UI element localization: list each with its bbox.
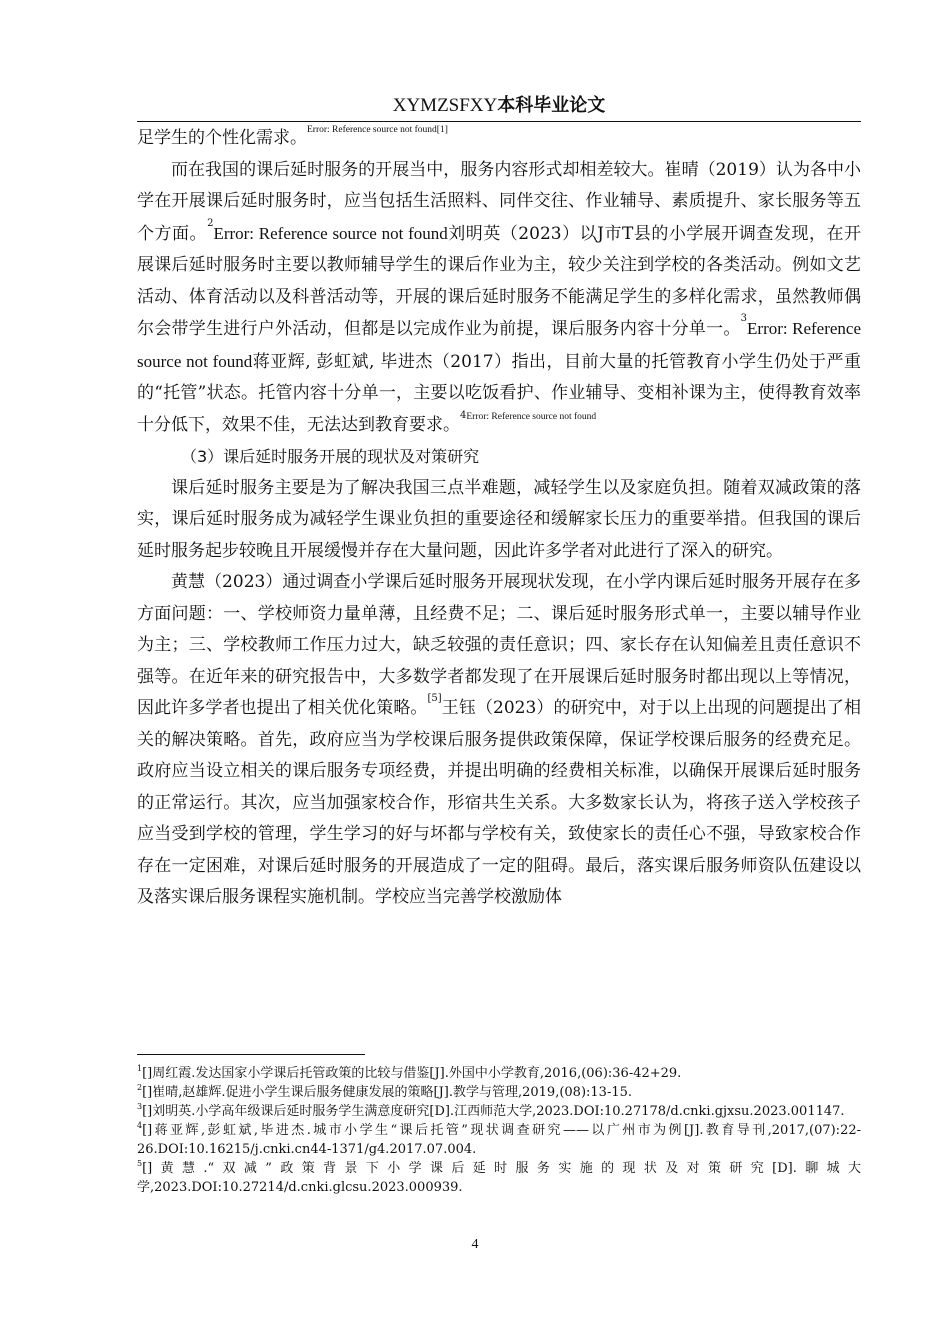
- reference-error: Error: Reference source not found: [137, 319, 862, 371]
- section-heading: （3）课后延时服务开展的现状及对策研究: [181, 447, 480, 466]
- reference-error: Error: Reference source not found[1]: [307, 125, 448, 135]
- paragraph: 而在我国的课后延时服务的开展当中，服务内容形式却相差较大。崔晴（2019）认为各中小学在开展课后延时服务时，应当包括生活照料、同伴交往、作业辅导、素质提升、家长服务等五个方面。$^2$Error: Reference source not found刘明英（2023）以J市T县的小学展开调查发现，在开展课后延时服务时主要以教师辅导学生的课后作业为主，较少关注到学校的各类活动。例如文艺活动、体育活动以及科普活动等，开展的课后延时服务不能满足学生的多样化需求，虽然教师偶尔会带学生进行户外活动，但都是以完成作业为前提，课后服务内容十分单一。$^3$Error: Reference source not found蒋亚辉, 彭虹斌, 毕进杰（2017）指出，目前大量的托管教育小学生仍处于严重的“托管”状态。托管内容十分单一，主要以吃饭看护、作业辅导、变相补课为主，使得教育效率十分低下，效果不佳，无法达到教育要求。$^{4Error: Reference source not found}$: [137, 159, 862, 435]
- header-rule: [137, 121, 861, 122]
- citation-marker: 4: [460, 409, 467, 421]
- citation-marker: [5]: [427, 693, 442, 704]
- footnote: $^1$[]周红霞.发达国家小学课后托管政策的比较与借鉴[J].外国中小学教育,2016,(06):36-42+29.: [137, 1064, 682, 1081]
- page-number: 4: [471, 1237, 479, 1252]
- paragraph: 黄慧（2023）通过调查小学课后延时服务开展现状发现，在小学内课后延时服务开展存在多方面问题：一、学校师资力量单薄，且经费不足；二、课后延时服务形式单一，主要以辅导作业为主；三、学校教师工作压力过大，缺乏较强的责任意识；四、家长存在认知偏差且责任意识不强等。在近年来的研究报告中，大多数学者都发现了在开展课后延时服务时都出现以上等情况，因此许多学者也提出了相关优化策略。[5]王钰（2023）的研究中，对于以上出现的问题提出了相关的解决策略。首先，政府应当为学校课后服务提供政策保障，保证学校课后服务的经费充足。政府应当设立相关的课后服务专项经费，并提出明确的经费相关标准，以确保开展课后延时服务的正常运行。其次，应当加强家校合作，形宿共生关系。大多数家长认为，将孩子送入学校孩子应当受到学校的管理，学生学习的好与坏都与学校有关，致使家长的责任心不强，导致家校合作存在一定困难，对课后延时服务的开展造成了一定的阻碍。最后，落实课后服务师资队伍建设以及落实课后服务课程实施机制。学校应当完善学校激励体: [137, 572, 861, 907]
- paragraph-continued: 足学生的个性化需求。$^{Error: Reference source not found[1]}$: [137, 125, 448, 148]
- footnote: $^2$[]崔晴,赵雄辉.促进小学生课后服务健康发展的策略[J].教学与管理,2019,(08):13-15.: [137, 1083, 633, 1100]
- header-title: 本科毕业论文: [497, 95, 606, 116]
- reference-error: Error: Reference source not found: [213, 223, 448, 243]
- body-text: [137, 123, 861, 914]
- paragraph: 课后延时服务主要是为了解决我国三点半难题，减轻学生以及家庭负担。随着双减政策的落实，课后延时服务成为减轻学生课业负担的重要途径和缓解家长压力的重要举措。但我国的课后延时服务起步较晚且开展缓慢并存在大量问题，因此许多学者对此进行了深入的研究。: [137, 477, 861, 561]
- footnote-separator: [137, 1054, 365, 1055]
- reference-error: Error: Reference source not found: [466, 411, 597, 422]
- citation-marker: 3: [740, 313, 748, 324]
- header-code: XYMZSFXY: [392, 95, 498, 116]
- footnote: $^3$[]刘明英.小学高年级课后延时服务学生满意度研究[D].江西师范大学,2023.DOI:10.27178/d.cnki.gjxsu.2023.001147.: [137, 1102, 845, 1119]
- footnote: $^5$[]黄慧.“双减”政策背景下小学课后延时服务实施的现状及对策研究[D].聊城大学,2023.DOI:10.27214/d.cnki.glcsu.2023.000939.: [137, 1159, 861, 1195]
- footnote: $^4$[]蒋亚辉,彭虹斌,毕进杰.城市小学生“课后托管”现状调查研究——以广州市为例[J].教育导刊,2017,(07):22-26.DOI:10.16215/j.cnki.cn44-1371/g4.2017.07.004.: [137, 1121, 861, 1157]
- running-header: [137, 92, 861, 120]
- citation-marker: 2: [207, 217, 214, 229]
- footnotes: [137, 1064, 861, 1197]
